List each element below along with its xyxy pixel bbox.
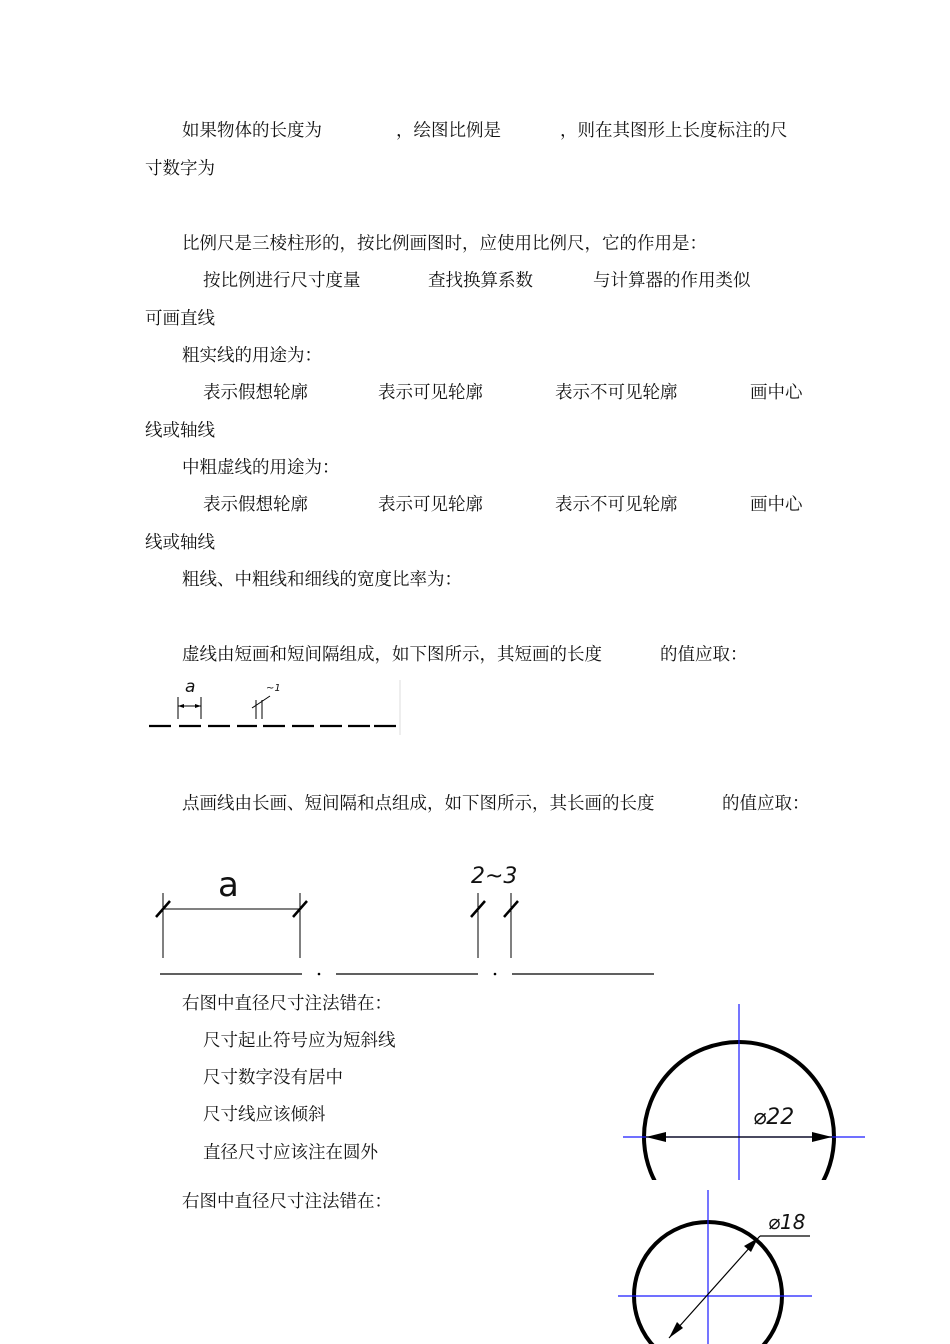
q5-stem: 粗线、中粗线和细线的宽度比率为： <box>182 570 462 590</box>
q4-option-d-cont: 线或轴线 <box>145 533 215 553</box>
q3-stem: 粗实线的用途为： <box>182 346 322 366</box>
q6-fig-label-a: a <box>185 677 196 697</box>
q7-stem-a: 点画线由长画、短间隔和点组成，如下图所示，其长画的长度 <box>182 794 655 814</box>
q9-dim-label: ⌀18 <box>768 1210 806 1234</box>
q2-option-a: 按比例进行尺寸度量 <box>203 271 361 291</box>
q4-option-b: 表示可见轮廓 <box>378 495 483 515</box>
q6-stem-a: 虚线由短画和短间隔组成，如下图所示，其短画的长度 <box>182 645 602 665</box>
q1-text-continuation: 寸数字为 <box>145 159 215 179</box>
q6-fig-label-gap: ~1 <box>266 683 281 694</box>
q8-dim-label: ⌀22 <box>753 1105 795 1130</box>
q8-option-c: 尺寸线应该倾斜 <box>203 1105 326 1125</box>
q2-option-d: 可画直线 <box>145 309 215 329</box>
q9-stem: 右图中直径尺寸注法错在： <box>182 1192 392 1212</box>
q8-option-a: 尺寸起止符号应为短斜线 <box>203 1031 396 1051</box>
q1-text-part1: 如果物体的长度为 <box>182 121 322 141</box>
q4-option-d: 画中心 <box>750 495 803 515</box>
q4-stem: 中粗虚线的用途为： <box>182 458 340 478</box>
q2-option-b: 查找换算系数 <box>428 271 533 291</box>
q8-stem: 右图中直径尺寸注法错在： <box>182 994 392 1014</box>
q2-option-c: 与计算器的作用类似 <box>593 271 751 291</box>
q3-option-b: 表示可见轮廓 <box>378 383 483 403</box>
q7-fig-label-gap: 2~3 <box>471 864 518 889</box>
q3-option-d-cont: 线或轴线 <box>145 421 215 441</box>
q4-option-a: 表示假想轮廓 <box>203 495 308 515</box>
q4-option-c: 表示不可见轮廓 <box>555 495 678 515</box>
q7-stem-b: 的值应取： <box>722 794 810 814</box>
q8-option-d: 直径尺寸应该注在圆外 <box>203 1143 378 1163</box>
q3-option-a: 表示假想轮廓 <box>203 383 308 403</box>
q6-stem-b: 的值应取： <box>660 645 748 665</box>
q3-option-d: 画中心 <box>750 383 803 403</box>
q7-fig-label-a: a <box>218 865 239 905</box>
q1-text-part2: ，绘图比例是 <box>396 121 501 141</box>
q3-option-c: 表示不可见轮廓 <box>555 383 678 403</box>
q1-text-part3: ，则在其图形上长度标注的尺 <box>560 121 788 141</box>
q2-stem: 比例尺是三棱柱形的，按比例画图时，应使用比例尺，它的作用是： <box>182 234 707 254</box>
q8-option-b: 尺寸数字没有居中 <box>203 1068 343 1088</box>
